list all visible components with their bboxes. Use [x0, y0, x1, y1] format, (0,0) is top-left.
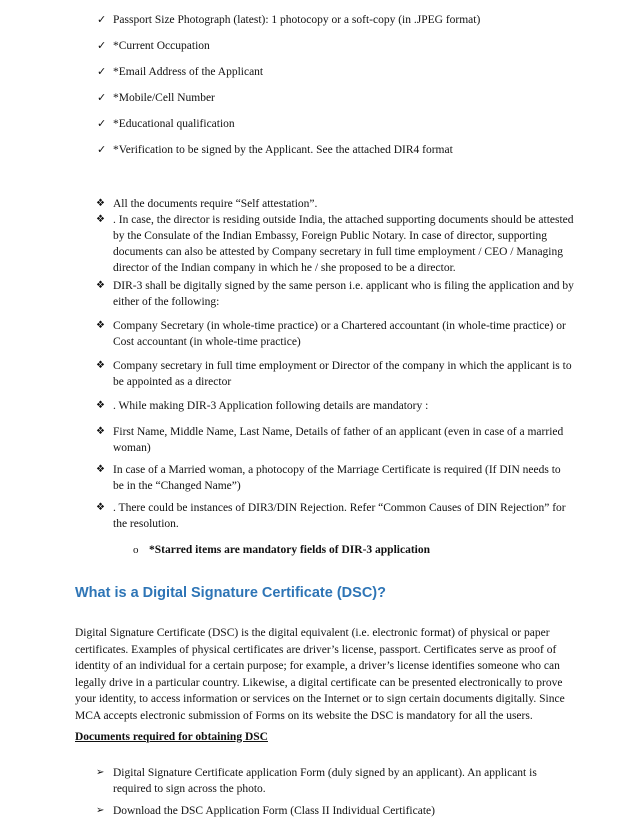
- note-line: Company Secretary (in whole-time practice) or a Chartered accountant (in whole-time practice) or: [113, 320, 566, 332]
- checkmark-icon: ✓: [97, 66, 107, 78]
- note-line: be appointed as a director: [113, 376, 232, 388]
- paragraph-line: identity of an individual for a certain purpose; for example, a driver’s license identifies someone who can: [75, 660, 560, 672]
- note-text: [113, 462, 583, 494]
- note-text: [113, 358, 583, 390]
- checkmark-icon: ✓: [97, 40, 107, 52]
- note-line: . In case, the director is residing outside India, the attached supporting documents should be attested: [113, 214, 574, 226]
- starred-note-text: *Starred items are mandatory fields of DIR-3 application: [149, 544, 430, 556]
- note-text: [113, 398, 583, 414]
- checkmark-icon: ✓: [97, 118, 107, 130]
- note-line: DIR-3 shall be digitally signed by the same person i.e. applicant who is filing the application and by: [113, 280, 574, 292]
- note-line: documents can also be attested by Company secretary in full time employment / CEO / Managing: [113, 246, 563, 258]
- checklist-text: Passport Size Photograph (latest): 1 photocopy or a soft-copy (in .JPEG format): [113, 14, 481, 26]
- checkmark-icon: ✓: [97, 14, 107, 26]
- paragraph-line: Digital Signature Certificate (DSC) is the digital equivalent (i.e. electronic format) of physical or paper: [75, 627, 550, 639]
- diamond-bullet-icon: ❖: [96, 400, 105, 411]
- note-line: . There could be instances of DIR3/DIN Rejection. Refer “Common Causes of DIN Rejection” for: [113, 502, 566, 514]
- note-line: either of the following:: [113, 296, 220, 308]
- checklist-text: *Verification to be signed by the Applicant. See the attached DIR4 format: [113, 144, 453, 156]
- note-line: Company secretary in full time employment or Director of the company in which the applicant is to: [113, 360, 572, 372]
- diamond-bullet-icon: ❖: [96, 502, 105, 513]
- paragraph-line: certificates. Examples of physical certificates are driver’s license, passport. Certificates serve as proof of: [75, 643, 557, 656]
- note-line: All the documents require “Self attestation”.: [113, 198, 318, 210]
- checkmark-icon: ✓: [97, 92, 107, 104]
- arrow-bullet-icon: ➢: [96, 805, 105, 816]
- documents-heading: Documents required for obtaining DSC: [75, 731, 268, 743]
- note-line: Cost accountant (in whole-time practice): [113, 336, 301, 348]
- note-line: director of the Indian company in which he / she proposed to be a director.: [113, 262, 456, 274]
- document-line: Download the DSC Application Form (Class II Individual Certificate): [113, 805, 435, 817]
- note-line: . While making DIR-3 Application following details are mandatory :: [113, 400, 429, 412]
- document-line: required to sign across the photo.: [113, 783, 266, 795]
- checklist-text: *Email Address of the Applicant: [113, 66, 264, 78]
- note-text: [113, 212, 583, 276]
- paragraph-line: legally drive in a particular country. Likewise, a digital certificate can be presented electronically to prove: [75, 676, 563, 689]
- note-text: [113, 278, 583, 310]
- diamond-bullet-icon: ❖: [96, 280, 105, 291]
- paragraph-line: your identity, to access information or services on the Internet or to sign certain documents digitally. Since: [75, 693, 565, 705]
- arrow-bullet-icon: ➢: [96, 767, 105, 778]
- note-text: [113, 500, 583, 532]
- diamond-bullet-icon: ❖: [96, 214, 105, 225]
- dsc-paragraph: [75, 625, 563, 724]
- note-line: be in the “Changed Name”): [113, 480, 241, 492]
- section-heading: What is a Digital Signature Certificate (DSC)?: [75, 585, 386, 601]
- note-text: [113, 196, 583, 212]
- note-text: [113, 424, 583, 456]
- note-line: First Name, Middle Name, Last Name, Details of father of an applicant (even in case of a married: [113, 426, 564, 438]
- note-line: by the Consulate of the Indian Embassy, Foreign Public Notary. In case of director, supporting: [113, 230, 547, 242]
- circle-bullet-icon: o: [133, 544, 139, 556]
- diamond-bullet-icon: ❖: [96, 464, 105, 475]
- diamond-bullet-icon: ❖: [96, 198, 105, 209]
- diamond-bullet-icon: ❖: [96, 426, 105, 437]
- checklist-text: *Mobile/Cell Number: [113, 92, 215, 104]
- diamond-bullet-icon: ❖: [96, 360, 105, 371]
- document-line: Digital Signature Certificate application Form (duly signed by an applicant). An applicant is: [113, 767, 537, 779]
- checkmark-icon: ✓: [97, 144, 107, 156]
- checklist-text: *Current Occupation: [113, 40, 210, 52]
- note-text: [113, 318, 583, 350]
- paragraph-line: MCA accepts electronic submission of Forms on its website the DSC is mandatory for all the users.: [75, 709, 533, 722]
- document-text: [113, 803, 563, 819]
- checklist-text: *Educational qualification: [113, 118, 235, 130]
- note-line: the resolution.: [113, 518, 179, 530]
- note-line: In case of a Married woman, a photocopy of the Marriage Certificate is required (If DIN needs to: [113, 464, 561, 476]
- note-line: woman): [113, 442, 151, 454]
- document-text: [113, 765, 563, 797]
- diamond-bullet-icon: ❖: [96, 320, 105, 331]
